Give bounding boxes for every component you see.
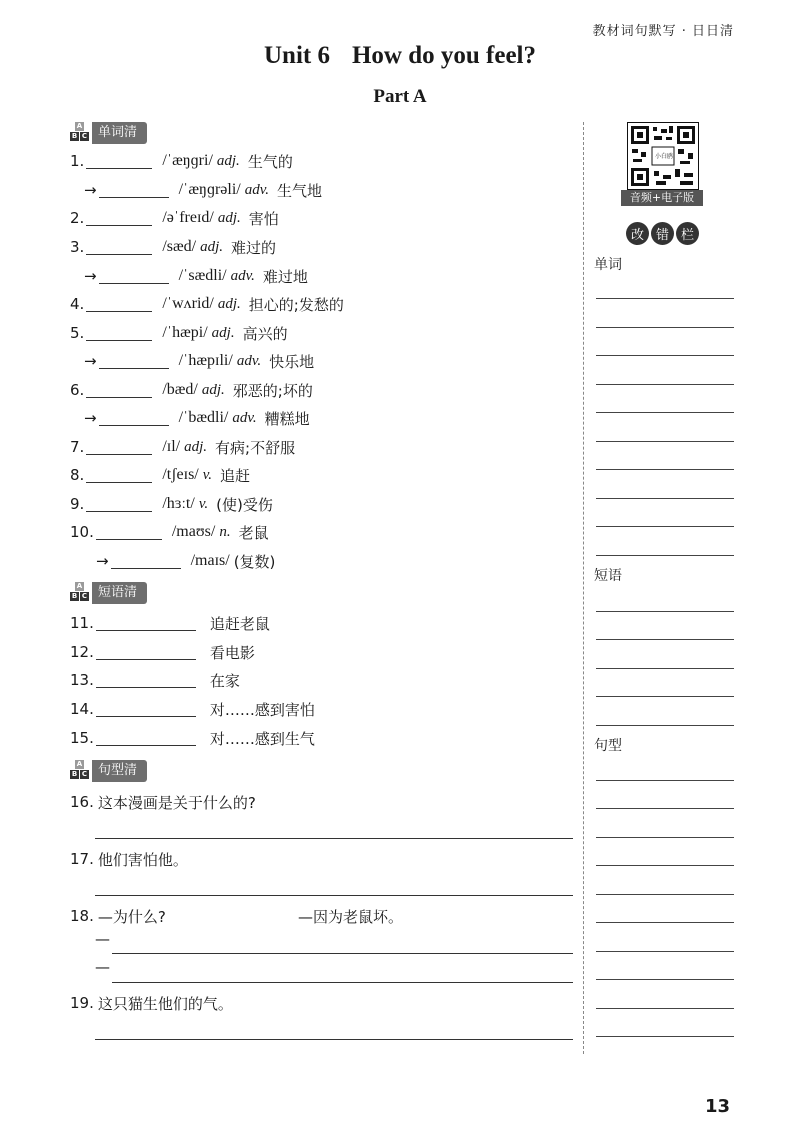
word-row: → /ˈæŋɡrəli/ adv. 生气地 [84, 181, 323, 200]
answer-blank[interactable] [86, 154, 152, 169]
word-row: → /ˈbædli/ adv. 糟糕地 [84, 409, 310, 428]
abc-icon: A B C [71, 582, 88, 600]
word-row: 8. /tʃeɪs/ v. 追赶 [70, 466, 251, 485]
correction-line[interactable] [596, 298, 734, 299]
phrase-row: 12. 看电影 [70, 643, 255, 662]
correction-line[interactable] [596, 555, 734, 556]
answer-blank[interactable] [99, 354, 169, 369]
word-row: 4. /ˈwʌrid/ adj. 担心的;发愁的 [70, 295, 344, 314]
word-row: 7. /ɪl/ adj. 有病;不舒服 [70, 438, 296, 457]
answer-blank[interactable] [86, 297, 152, 312]
sentence-prompt-reply: —因为老鼠坏。 [298, 907, 404, 926]
word-row: → /ˈhæpɪli/ adv. 快乐地 [84, 352, 315, 371]
correction-line[interactable] [596, 951, 734, 952]
sentence-prompt: 16. 这本漫画是关于什么的? [70, 793, 256, 812]
correction-line[interactable] [596, 696, 734, 697]
page-number: 13 [705, 1096, 731, 1117]
sentence-answer-line[interactable] [112, 982, 573, 983]
section-tag-sentences [70, 760, 147, 782]
sidebar-sentences-label: 句型 [594, 738, 622, 754]
word-row: 9. /hɜːt/ v. (使)受伤 [70, 495, 273, 514]
sentence-prompt: 17. 他们害怕他。 [70, 850, 188, 869]
sentence-prompt: 19. 这只猫生他们的气。 [70, 994, 233, 1013]
correction-line[interactable] [596, 469, 734, 470]
abc-icon: A B C [71, 122, 88, 140]
word-row: 6. /bæd/ adj. 邪恶的;坏的 [70, 381, 313, 400]
phrase-row: 14. 对……感到害怕 [70, 700, 315, 719]
answer-blank[interactable] [86, 497, 152, 512]
section-tag-phrases [70, 582, 147, 604]
correction-line[interactable] [596, 355, 734, 356]
series-header: 教材词句默写 · 日日清 [592, 24, 734, 39]
sentence-answer-line[interactable] [95, 895, 573, 896]
sentence-answer-line[interactable] [95, 838, 573, 839]
unit-question: How do you feel? [351, 42, 536, 69]
column-divider [583, 122, 584, 1054]
answer-blank[interactable] [111, 554, 181, 569]
answer-blank[interactable] [96, 731, 196, 746]
correction-line[interactable] [596, 384, 734, 385]
sentence-prompt: 18. —为什么? [70, 907, 166, 926]
answer-blank[interactable] [96, 702, 196, 717]
answer-blank[interactable] [86, 240, 152, 255]
word-row: 10. /maʊs/ n. 老鼠 [70, 523, 269, 542]
section-tag-words [70, 122, 147, 144]
correction-line[interactable] [596, 837, 734, 838]
word-row: → /ˈsædli/ adv. 难过地 [84, 267, 308, 286]
correction-line[interactable] [596, 894, 734, 895]
sentence-answer-line[interactable] [95, 1039, 573, 1040]
qr-center-label: 小白鸥 [655, 153, 674, 160]
answer-blank[interactable] [86, 211, 152, 226]
correction-line[interactable] [596, 441, 734, 442]
phrase-row: 11. 追赶老鼠 [70, 614, 270, 633]
dash-mark: — [95, 958, 110, 976]
answer-blank[interactable] [86, 468, 152, 483]
correction-line[interactable] [596, 979, 734, 980]
correction-title: 改 错 栏 [626, 222, 701, 245]
unit-number: Unit 6 [263, 42, 330, 69]
correction-line[interactable] [596, 668, 734, 669]
answer-blank[interactable] [86, 440, 152, 455]
correction-line[interactable] [596, 639, 734, 640]
dash-mark: — [95, 930, 110, 948]
answer-blank[interactable] [99, 183, 169, 198]
qr-caption: 音频+电子版 [621, 190, 703, 206]
sentence-answer-line[interactable] [112, 953, 573, 954]
answer-blank[interactable] [96, 525, 162, 540]
word-row: 5. /ˈhæpi/ adj. 高兴的 [70, 324, 288, 343]
answer-blank[interactable] [86, 383, 152, 398]
abc-icon: A B C [71, 760, 88, 778]
answer-blank[interactable] [99, 269, 169, 284]
answer-blank[interactable] [86, 326, 152, 341]
part-title: Part A [373, 86, 427, 107]
section-label-sentences: 句型清 [92, 760, 147, 782]
answer-blank[interactable] [96, 645, 196, 660]
correction-line[interactable] [596, 526, 734, 527]
word-row: 2. /əˈfreɪd/ adj. 害怕 [70, 209, 279, 228]
correction-line[interactable] [596, 498, 734, 499]
sidebar-phrases-label: 短语 [594, 568, 622, 584]
phrase-row: 15. 对……感到生气 [70, 729, 315, 748]
section-label-phrases: 短语清 [92, 582, 147, 604]
correction-line[interactable] [596, 327, 734, 328]
word-row: → /maɪs/ (复数) [96, 552, 276, 571]
section-label-words: 单词清 [92, 122, 147, 144]
correction-line[interactable] [596, 808, 734, 809]
word-row: 1. /ˈæŋɡri/ adj. 生气的 [70, 152, 293, 171]
correction-line[interactable] [596, 1008, 734, 1009]
answer-blank[interactable] [96, 616, 196, 631]
phrase-row: 13. 在家 [70, 671, 240, 690]
answer-blank[interactable] [96, 673, 196, 688]
answer-blank[interactable] [99, 411, 169, 426]
correction-line[interactable] [596, 780, 734, 781]
sidebar-words-label: 单词 [594, 257, 622, 273]
correction-line[interactable] [596, 412, 734, 413]
unit-title [0, 42, 800, 70]
correction-line[interactable] [596, 725, 734, 726]
correction-line[interactable] [596, 611, 734, 612]
word-row: 3. /sæd/ adj. 难过的 [70, 238, 277, 257]
correction-line[interactable] [596, 865, 734, 866]
qr-code[interactable] [627, 122, 699, 190]
correction-line[interactable] [596, 922, 734, 923]
correction-line[interactable] [596, 1036, 734, 1037]
